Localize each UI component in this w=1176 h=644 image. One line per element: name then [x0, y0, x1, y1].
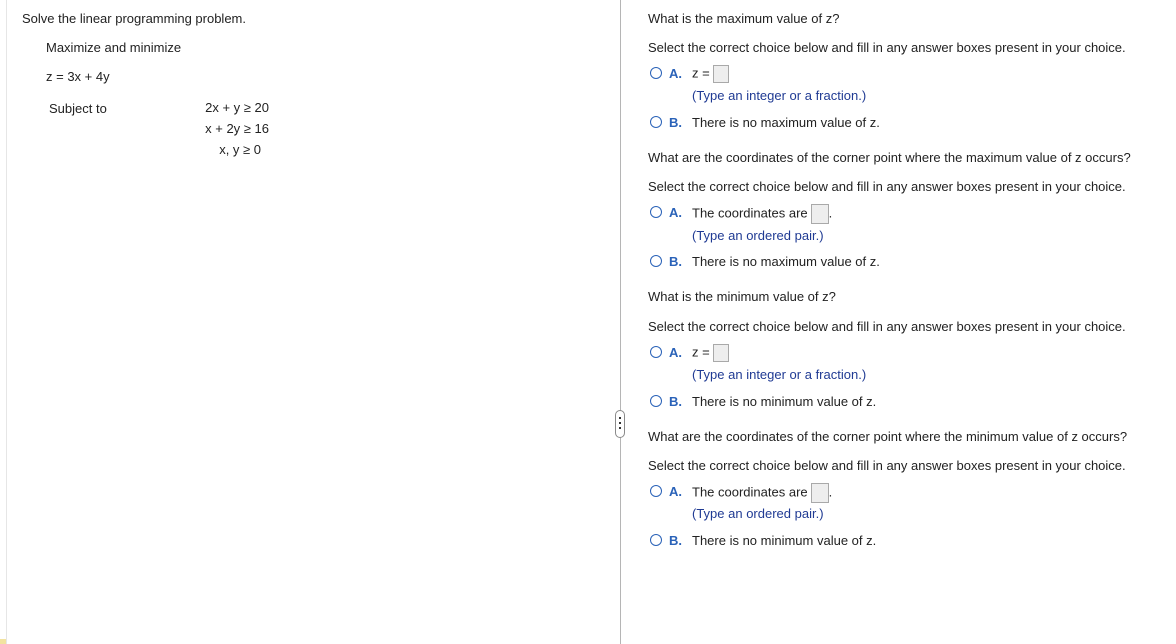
problem-instruction: Solve the linear programming problem.: [22, 11, 246, 26]
question-prompt: What is the maximum value of z?: [648, 11, 840, 26]
choice-a-letter: A.: [669, 205, 682, 220]
answer-box[interactable]: [713, 65, 729, 83]
answer-hint: (Type an ordered pair.): [692, 506, 824, 521]
choice-a-row: [692, 204, 832, 224]
choice-b-letter: B.: [669, 533, 682, 548]
pane-resize-handle[interactable]: [615, 410, 625, 438]
choice-a-letter: A.: [669, 66, 682, 81]
question-prompt: What are the coordinates of the corner point where the maximum value of z occurs?: [648, 150, 1131, 165]
subject-to-label: Subject to: [49, 101, 107, 116]
choice-a-letter: A.: [669, 484, 682, 499]
choice-a-letter: A.: [669, 345, 682, 360]
choice-a-radio[interactable]: [650, 485, 662, 497]
choice-b-label: There is no minimum value of z.: [692, 533, 877, 548]
choice-b-label: There is no maximum value of z.: [692, 115, 880, 130]
choice-a-label: z =: [692, 65, 710, 81]
corner-marker: [0, 639, 6, 644]
pane-divider: [620, 0, 621, 644]
question-instruction: Select the correct choice below and fill in any answer boxes present in your choice.: [648, 458, 1126, 473]
choice-b-label: There is no minimum value of z.: [692, 394, 877, 409]
choice-a-radio[interactable]: [650, 206, 662, 218]
problem-pane: [22, 0, 612, 644]
choice-a-label: The coordinates are: [692, 484, 808, 500]
answer-box[interactable]: [811, 483, 829, 503]
period: .: [828, 484, 833, 500]
choice-a-row: [692, 344, 729, 362]
objective-function: z = 3x + 4y: [46, 69, 110, 84]
choice-a-row: [692, 65, 729, 83]
constraint-3: x, y ≥ 0: [219, 142, 261, 157]
choice-b-radio[interactable]: [650, 255, 662, 267]
choice-a-radio[interactable]: [650, 346, 662, 358]
answer-hint: (Type an ordered pair.): [692, 228, 824, 243]
constraint-1: 2x + y ≥ 20: [205, 100, 269, 115]
left-edge-rule: [6, 0, 7, 644]
question-prompt: What are the coordinates of the corner point where the minimum value of z occurs?: [648, 429, 1128, 444]
choice-a-label: z =: [692, 344, 710, 360]
question-instruction: Select the correct choice below and fill in any answer boxes present in your choice.: [648, 179, 1126, 194]
objective-type: Maximize and minimize: [46, 40, 182, 55]
answer-hint: (Type an integer or a fraction.): [692, 367, 867, 382]
question-instruction: Select the correct choice below and fill in any answer boxes present in your choice.: [648, 319, 1126, 334]
choice-b-letter: B.: [669, 115, 682, 130]
choice-b-label: There is no maximum value of z.: [692, 254, 880, 269]
answer-box[interactable]: [713, 344, 729, 362]
choice-b-radio[interactable]: [650, 395, 662, 407]
choice-a-radio[interactable]: [650, 67, 662, 79]
choice-a-label: The coordinates are: [692, 205, 808, 221]
choice-b-radio[interactable]: [650, 534, 662, 546]
answer-hint: (Type an integer or a fraction.): [692, 88, 867, 103]
questions-pane: [648, 0, 1168, 644]
constraint-2: x + 2y ≥ 16: [205, 121, 269, 136]
answer-box[interactable]: [811, 204, 829, 224]
choice-b-letter: B.: [669, 394, 682, 409]
period: .: [828, 205, 833, 221]
question-instruction: Select the correct choice below and fill in any answer boxes present in your choice.: [648, 40, 1126, 55]
choice-a-row: [692, 483, 832, 503]
question-prompt: What is the minimum value of z?: [648, 289, 836, 304]
choice-b-radio[interactable]: [650, 116, 662, 128]
choice-b-letter: B.: [669, 254, 682, 269]
